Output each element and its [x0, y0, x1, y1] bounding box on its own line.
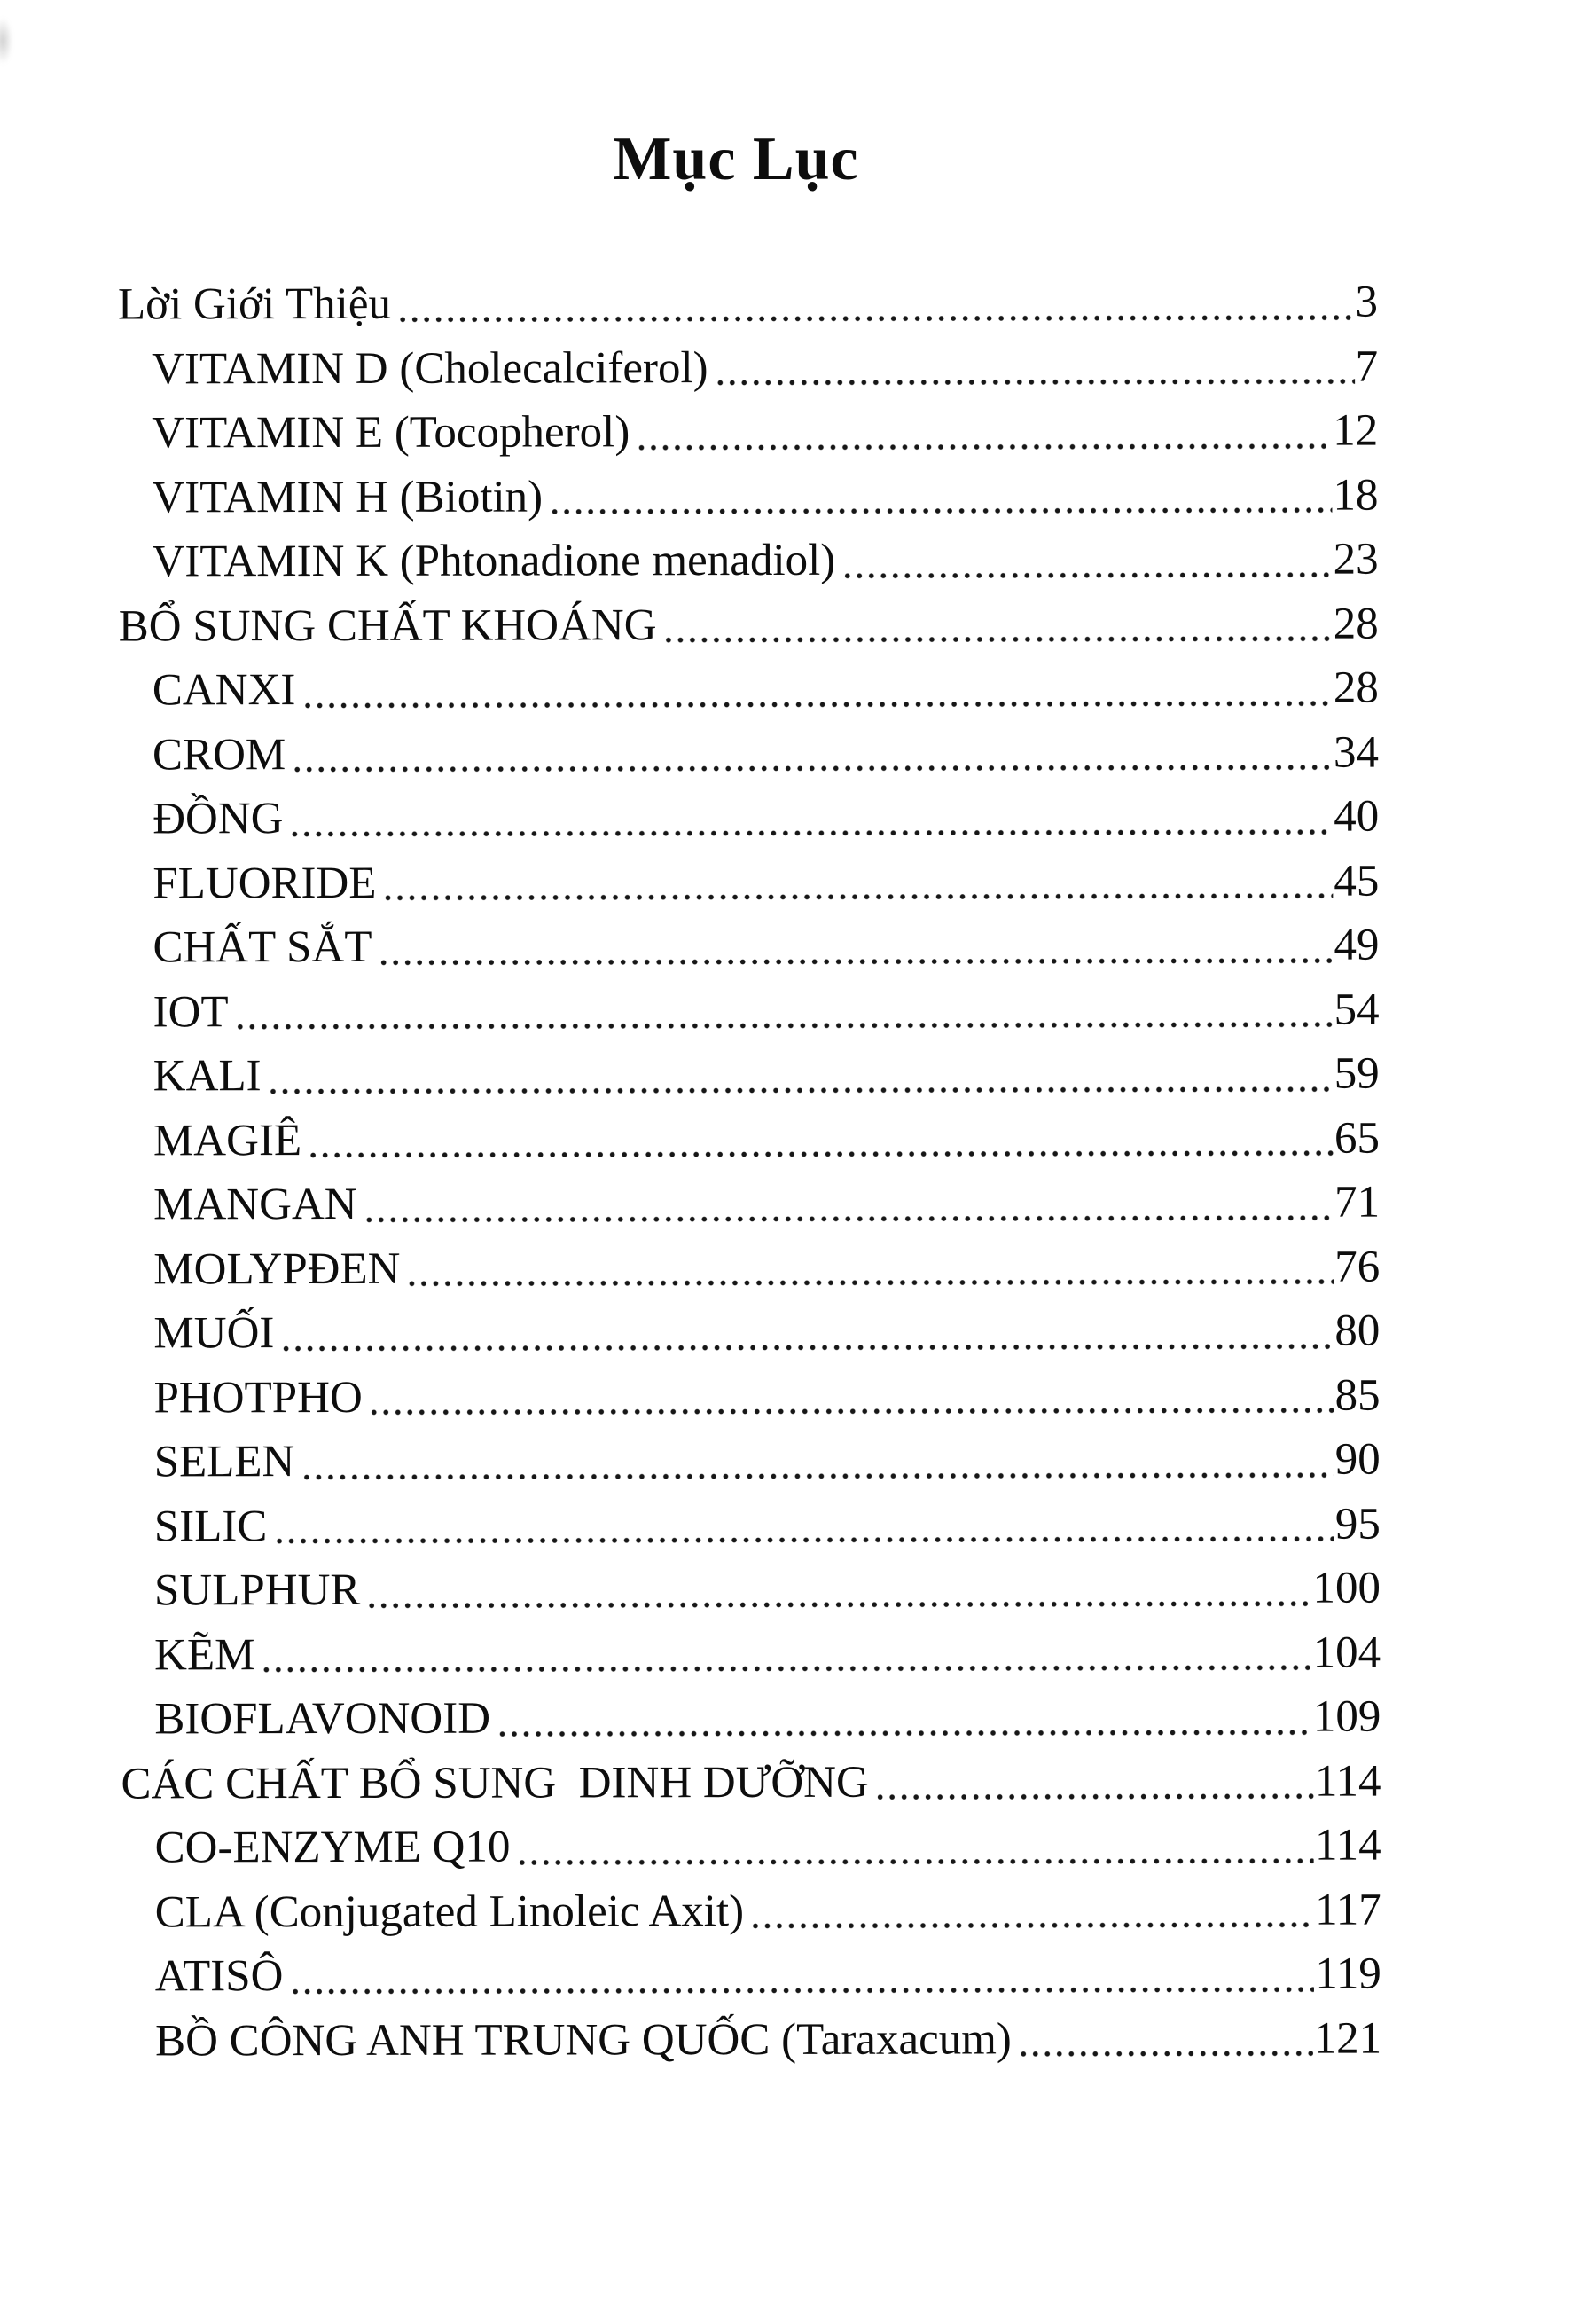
toc-entry-page-number: 59	[1334, 1048, 1380, 1099]
toc-list	[118, 271, 1381, 2074]
toc-dot-leader	[270, 1086, 1334, 1094]
toc-row	[120, 1171, 1380, 1237]
toc-entry-page-number: 80	[1334, 1306, 1381, 1356]
toc-entry-page-number: 76	[1334, 1242, 1381, 1292]
toc-row	[120, 1042, 1380, 1109]
toc-entry-label: CO-ENZYME Q10	[154, 1822, 511, 1873]
toc-entry-label: Lời Giới Thiệu	[117, 278, 391, 330]
toc-dot-leader	[753, 1922, 1314, 1929]
toc-dot-leader	[1021, 2051, 1313, 2058]
toc-dot-leader	[292, 1986, 1314, 1994]
toc-entry-label: SULPHUR	[153, 1565, 361, 1616]
toc-entry-page-number: 28	[1333, 599, 1379, 649]
toc-entry-label: SILIC	[153, 1501, 268, 1551]
toc-row	[121, 1814, 1381, 1880]
toc-dot-leader	[499, 1729, 1312, 1737]
toc-entry-label: VITAMIN E (Tocopherol)	[152, 407, 630, 459]
toc-entry-page-number: 104	[1312, 1628, 1381, 1678]
toc-dot-leader	[283, 1343, 1334, 1351]
toc-entry-label: MANGAN	[153, 1179, 357, 1230]
toc-entry-label: CHẤT SẮT	[153, 922, 372, 973]
toc-entry-label: VITAMIN D (Cholecalciferol)	[152, 342, 708, 394]
toc-row	[120, 1235, 1380, 1301]
toc-dot-leader	[369, 1600, 1311, 1608]
toc-entry-label: CANXI	[152, 665, 296, 716]
toc-row	[119, 785, 1379, 851]
scan-edge-artifact	[0, 18, 12, 64]
toc-entry-label: MUỐI	[153, 1308, 275, 1359]
toc-dot-leader	[666, 636, 1333, 644]
toc-entry-page-number: 3	[1355, 277, 1379, 327]
toc-row	[121, 2006, 1381, 2073]
toc-entry-label: IOT	[153, 986, 229, 1037]
toc-entry-page-number: 12	[1333, 405, 1379, 456]
toc-entry-page-number: 40	[1334, 791, 1380, 842]
toc-dot-leader	[304, 700, 1333, 708]
toc-entry-label: SELEN	[153, 1437, 295, 1487]
toc-entry-page-number: 28	[1333, 663, 1379, 713]
toc-row	[120, 1363, 1380, 1430]
toc-entry-page-number: 119	[1315, 1949, 1381, 1999]
toc-dot-leader	[276, 1536, 1334, 1544]
toc-row	[119, 914, 1379, 980]
toc-entry-label: CROM	[152, 729, 286, 780]
toc-dot-leader	[238, 1022, 1334, 1031]
toc-dot-leader	[381, 957, 1334, 965]
toc-dot-leader	[878, 1793, 1314, 1800]
toc-row	[121, 1749, 1381, 1816]
toc-dot-leader	[717, 379, 1355, 387]
toc-row	[118, 334, 1378, 401]
toc-entry-label: PHOTPHO	[153, 1372, 363, 1423]
toc-row	[119, 592, 1379, 658]
toc-row	[121, 1620, 1381, 1687]
toc-entry-label: KALI	[153, 1051, 262, 1102]
toc-entry-label: ATISÔ	[154, 1951, 284, 2002]
toc-entry-page-number: 95	[1334, 1499, 1381, 1549]
toc-row	[118, 463, 1378, 529]
toc-entry-label: VITAMIN K (Phtonadione menadiol)	[152, 535, 836, 587]
toc-dot-leader	[844, 571, 1332, 578]
toc-entry-page-number: 71	[1334, 1177, 1381, 1228]
toc-entry-page-number: 117	[1315, 1885, 1381, 1935]
toc-row	[121, 1428, 1381, 1494]
toc-dot-leader	[310, 1150, 1334, 1158]
toc-row	[118, 399, 1378, 466]
toc-entry-page-number: 7	[1355, 341, 1379, 392]
toc-row	[121, 1557, 1381, 1623]
toc-row	[118, 271, 1378, 337]
toc-row	[121, 1685, 1381, 1752]
toc-entry-label: KẼM	[154, 1629, 255, 1680]
toc-entry-label: CÁC CHẤT BỔ SUNG DINH DƯỠNG	[121, 1757, 869, 1808]
toc-entry-page-number: 85	[1334, 1370, 1381, 1421]
toc-row	[121, 1942, 1381, 2009]
page-title: Mục Lục	[613, 125, 859, 193]
toc-entry-page-number: 49	[1334, 920, 1380, 970]
toc-entry-page-number: 65	[1334, 1113, 1380, 1164]
toc-entry-page-number: 34	[1333, 727, 1380, 778]
toc-entry-label: BIOFLAVONOID	[154, 1693, 491, 1745]
toc-row	[121, 1492, 1381, 1558]
toc-row	[120, 1106, 1380, 1173]
toc-dot-leader	[409, 1279, 1334, 1287]
toc-dot-leader	[264, 1665, 1312, 1673]
toc-entry-page-number: 18	[1333, 470, 1379, 521]
toc-row	[119, 656, 1379, 723]
toc-entry-page-number: 45	[1334, 856, 1380, 906]
toc-entry-page-number: 114	[1314, 1820, 1381, 1871]
toc-entry-label: BỔ SUNG CHẤT KHOÁNG	[118, 600, 657, 651]
toc-dot-leader	[372, 1408, 1334, 1416]
toc-entry-page-number: 109	[1312, 1691, 1381, 1742]
toc-entry-label: MAGIÊ	[153, 1115, 302, 1165]
toc-entry-label: FLUORIDE	[153, 858, 377, 908]
toc-row	[118, 528, 1378, 594]
toc-entry-label: CLA (Conjugated Linoleic Axit)	[154, 1886, 745, 1937]
toc-entry-label: MOLYPĐEN	[153, 1243, 401, 1294]
toc-entry-page-number: 114	[1314, 1756, 1381, 1807]
toc-entry-page-number: 100	[1312, 1563, 1381, 1613]
toc-dot-leader	[400, 314, 1355, 322]
toc-row	[120, 977, 1380, 1044]
toc-entry-page-number: 23	[1333, 534, 1379, 584]
toc-entry-page-number: 121	[1313, 2013, 1382, 2064]
toc-entry-page-number: 90	[1334, 1434, 1381, 1485]
toc-row	[119, 720, 1379, 787]
toc-entry-label: VITAMIN H (Biotin)	[152, 471, 544, 522]
toc-entry-label: BỒ CÔNG ANH TRUNG QUỐC (Taraxacum)	[154, 2013, 1012, 2066]
toc-entry-label: ĐỒNG	[153, 794, 284, 844]
toc-row	[120, 1299, 1380, 1366]
toc-dot-leader	[386, 893, 1334, 901]
toc-dot-leader	[294, 765, 1333, 773]
toc-dot-leader	[552, 507, 1332, 515]
toc-dot-leader	[638, 443, 1332, 451]
toc-dot-leader	[303, 1471, 1334, 1479]
toc-row	[121, 1878, 1381, 1944]
toc-dot-leader	[293, 828, 1334, 836]
toc-row	[119, 849, 1379, 915]
toc-dot-leader	[366, 1214, 1334, 1222]
toc-entry-page-number: 54	[1334, 984, 1380, 1035]
toc-dot-leader	[520, 1857, 1315, 1865]
